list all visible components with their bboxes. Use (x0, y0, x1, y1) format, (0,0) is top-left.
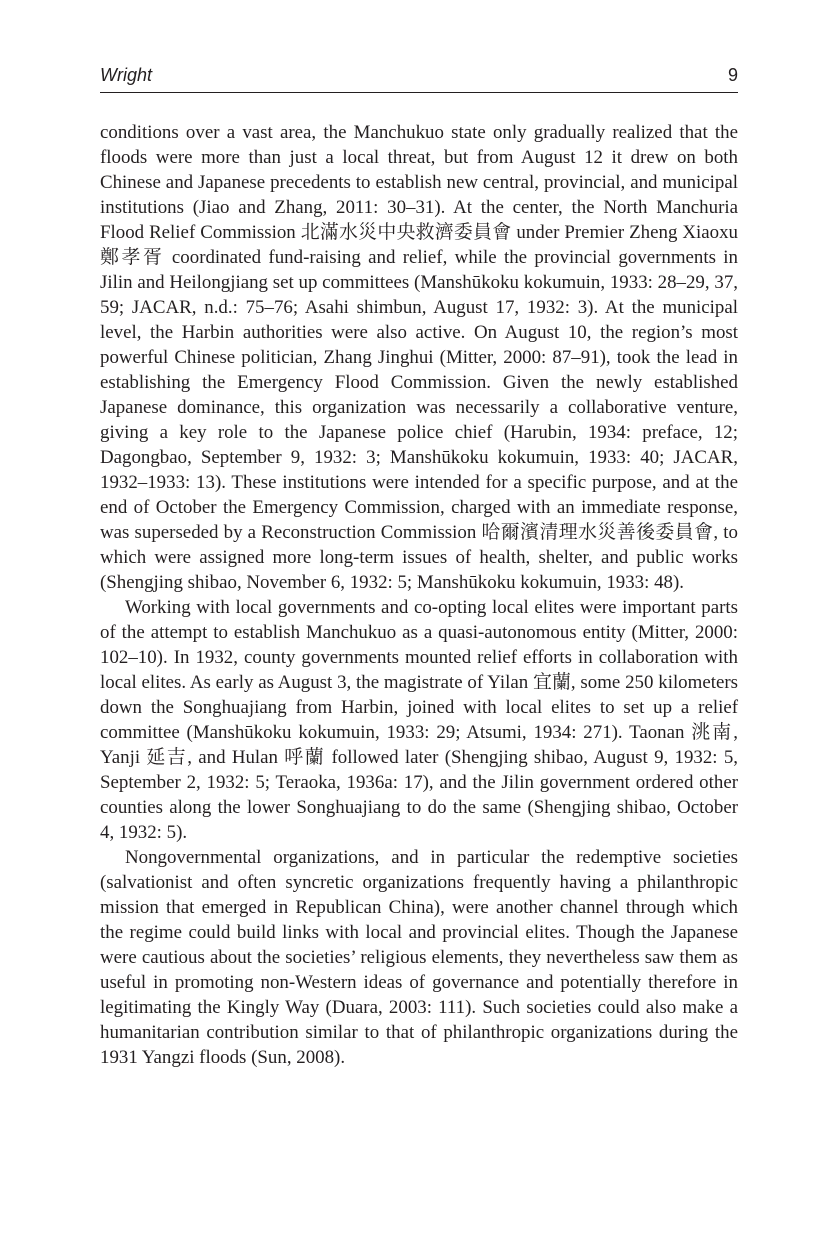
running-header (100, 62, 738, 93)
paragraph-1: conditions over a vast area, the Manchukuo state only gradually realized that the floods were more than just a local threat, but from August 12 it drew on both Chinese and Japanese precedents to establish new central, provincial, and municipal institutions (Jiao and Zhang, 2011: 30–31). At the center, the North Manchuria Flood Relief Commission 北滿水災中央救濟委員會 under Premier Zheng Xiaoxu 鄭孝胥 coordinated fund-raising and relief, while the provincial governments in Jilin and Heilongjiang set up committees (Manshūkoku kokumuin, 1933: 28–29, 37, 59; JACAR, n.d.: 75–76; Asahi shimbun, August 17, 1932: 3). At the municipal level, the Harbin authorities were also active. On August 10, the region’s most powerful Chinese politician, Zhang Jinghui (Mitter, 2000: 87–91), took the lead in establishing the Emergency Flood Commission. Given the newly established Japanese dominance, this organization was necessarily a collaborative venture, giving a key role to the Japanese police chief (Harubin, 1934: preface, 12; Dagongbao, September 9, 1932: 3; Manshūkoku kokumuin, 1933: 40; JACAR, 1932–1933: 13). These institutions were intended for a specific purpose, and at the end of October the Emergency Commission, charged with an immediate response, was superseded by a Reconstruction Commission 哈爾濱清理水災善後委員會, to which were assigned more long-term issues of health, shelter, and public works (Shengjing shibao, November 6, 1932: 5; Manshūkoku kokumuin, 1933: 48). (100, 122, 738, 593)
body-text (100, 120, 738, 1070)
running-head-author: Wright (100, 65, 153, 85)
paragraph-3: Nongovernmental organizations, and in particular the redemptive societies (salvationist and often syncretic organizations frequently having a philanthropic mission that emerged in Republican China), were another channel through which the regime could build links with local and provincial elites. Though the Japanese were cautious about the societies’ religious elements, they nevertheless saw them as useful in promoting non-Western ideas of governance and potentially therefore in legitimating the Kingly Way (Duara, 2003: 111). Such societies could also make a humanitarian contribution similar to that of philanthropic organizations during the 1931 Yangzi floods (Sun, 2008). (100, 847, 738, 1068)
paragraph-2: Working with local governments and co-opting local elites were important parts of the attempt to establish Manchukuo as a quasi-autonomous entity (Mitter, 2000: 102–10). In 1932, county governments mounted relief efforts in collaboration with local elites. As early as August 3, the magistrate of Yilan 宜蘭, some 250 kilometers down the Songhuajiang from Harbin, joined with local elites to set up a relief committee (Manshūkoku kokumuin, 1933: 29; Atsumi, 1934: 271). Taonan 洮南, Yanji 延吉, and Hulan 呼蘭 followed later (Shengjing shibao, August 9, 1932: 5, September 2, 1932: 5; Teraoka, 1936a: 17), and the Jilin government ordered other counties along the lower Songhuajiang to do the same (Shengjing shibao, October 4, 1932: 5). (100, 597, 738, 843)
page-number: 9 (727, 65, 738, 85)
